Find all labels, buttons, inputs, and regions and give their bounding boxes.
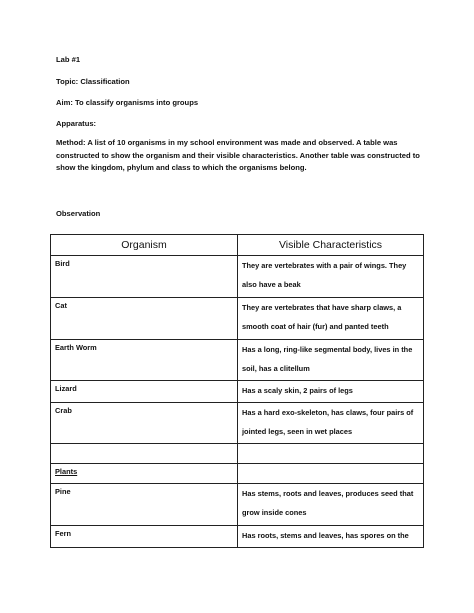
- organism-cell: Lizard: [51, 381, 238, 403]
- lab-number: Lab #1: [56, 55, 81, 64]
- characteristics-cell: [238, 444, 424, 464]
- characteristics-cell: Has stems, roots and leaves, produces seed that grow inside cones: [238, 484, 424, 526]
- header-visible-characteristics: Visible Characteristics: [238, 235, 424, 256]
- characteristics-cell: Has a long, ring-like segmental body, lives in the soil, has a clitellum: [238, 340, 424, 381]
- characteristics-cell: Has a hard exo-skeleton, has claws, four pairs of jointed legs, seen in wet places: [238, 403, 424, 444]
- organism-cell: Bird: [51, 256, 238, 298]
- organism-cell: Cat: [51, 298, 238, 340]
- characteristics-cell: Has roots, stems and leaves, has spores on the: [238, 526, 424, 548]
- characteristics-cell: Has a scaly skin, 2 pairs of legs: [238, 381, 424, 403]
- organism-cell: [51, 444, 238, 464]
- table-row: [51, 403, 424, 444]
- topic-line: Topic: Classification: [56, 77, 130, 86]
- organism-cell: Earth Worm: [51, 340, 238, 381]
- table-row: [51, 444, 424, 464]
- organism-cell: Fern: [51, 526, 238, 548]
- organism-cell: Crab: [51, 403, 238, 444]
- aim-line: Aim: To classify organisms into groups: [56, 98, 199, 107]
- characteristics-cell: [238, 464, 424, 484]
- table-row: [51, 381, 424, 403]
- table-header-row: [51, 235, 424, 256]
- characteristics-cell: They are vertebrates that have sharp claws, a smooth coat of hair (fur) and panted teeth: [238, 298, 424, 340]
- table-row: [51, 298, 424, 340]
- method-paragraph: Method: A list of 10 organisms in my school environment was made and observed. A table was constructed to show the organism and their visible characteristics. Another table was constructed to show the kingdom, phylum and class to which the organisms belong.: [56, 138, 420, 173]
- plants-section-label: Plants: [51, 464, 238, 484]
- table-row: [51, 484, 424, 526]
- apparatus-line: Apparatus:: [56, 119, 97, 128]
- observation-table: [50, 234, 424, 548]
- observation-heading: Observation: [56, 209, 101, 218]
- table-row: [51, 256, 424, 298]
- organism-cell: Pine: [51, 484, 238, 526]
- header-organism: Organism: [51, 235, 238, 256]
- characteristics-cell: They are vertebrates with a pair of wings. They also have a beak: [238, 256, 424, 298]
- table-row: [51, 340, 424, 381]
- table-row: [51, 464, 424, 484]
- table-row: [51, 526, 424, 548]
